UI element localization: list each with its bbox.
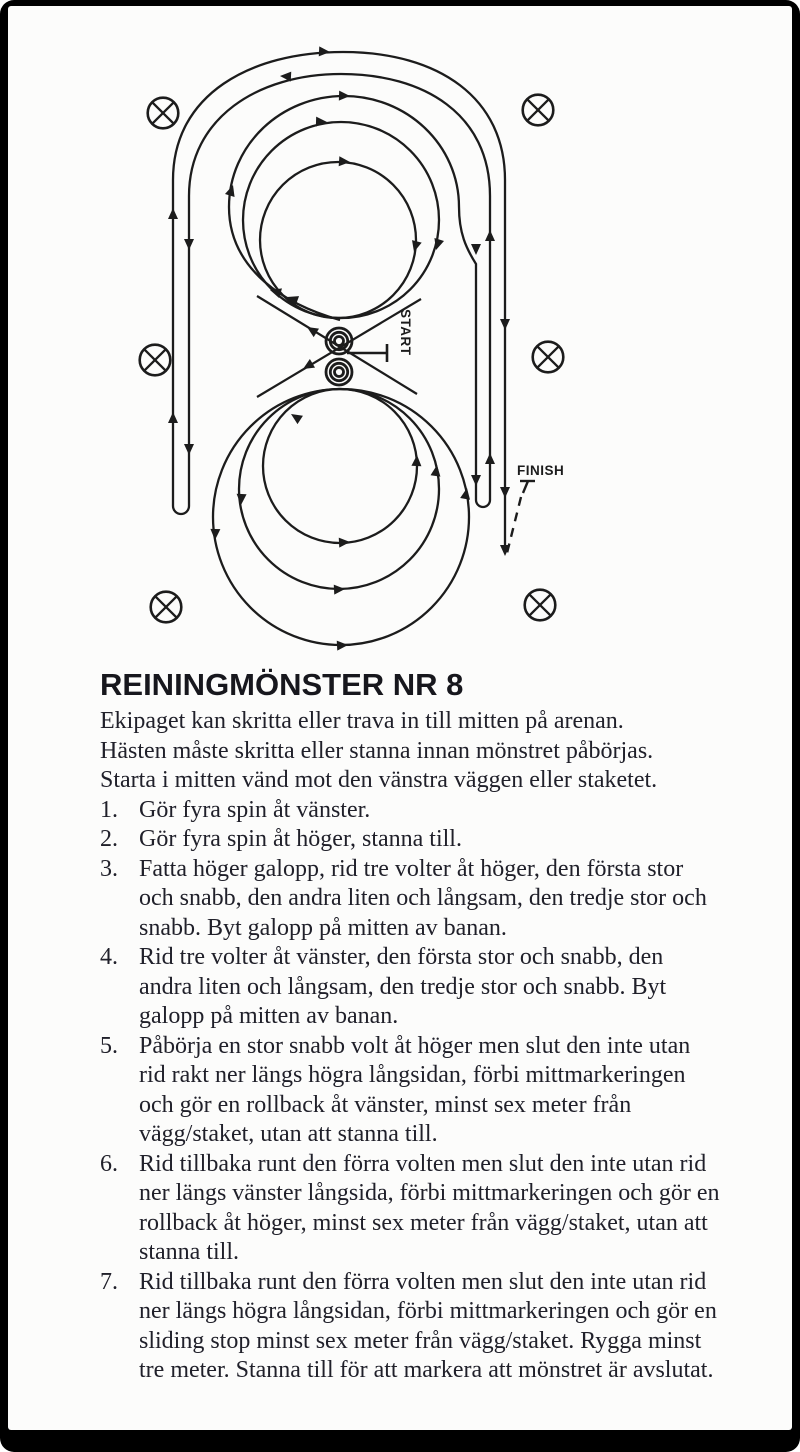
document-page <box>8 6 792 1430</box>
direction-arrow-icon <box>288 410 303 424</box>
direction-arrow-icon <box>339 156 351 167</box>
direction-arrow-icon <box>339 537 351 548</box>
instruction-number: 5. <box>100 1032 118 1059</box>
direction-arrow-icon <box>316 117 327 127</box>
instruction-item <box>100 796 720 826</box>
intro-line: Ekipaget kan skritta eller trava in till mitten på arenan. <box>100 708 624 734</box>
direction-arrow-icon <box>485 230 495 241</box>
direction-arrow-icon <box>471 475 481 486</box>
direction-arrow-icon <box>300 359 315 373</box>
instruction-text: Rid tillbaka runt den förra volten men slut den inte utan rid ner längs högra långsidan, förbi mittmarkeringen och gör en sliding stop minst sex meter från vägg/staket. Rygga minst tre meter. Stanna till för att markera att mönstret är avslutat. <box>139 1268 717 1383</box>
direction-arrow-icon <box>304 323 319 337</box>
instruction-item <box>100 943 720 1032</box>
instruction-number: 2. <box>100 826 118 852</box>
volte-circle <box>239 389 439 589</box>
finish-label: FINISH <box>517 463 565 478</box>
direction-arrow-icon <box>334 584 346 595</box>
instruction-text: Fatta höger galopp, rid tre volter åt höger, den första stor och snabb, den andra liten och långsam, den tredje stor och snabb. Byt galopp på mitten av banan. <box>139 855 707 941</box>
instruction-item <box>100 855 720 944</box>
instruction-list <box>100 796 720 1386</box>
intro-paragraph <box>100 707 720 796</box>
instruction-number: 4. <box>100 944 118 970</box>
direction-arrow-icon <box>500 487 510 498</box>
instruction-text: Rid tre volter åt vänster, den första stor och snabb, den andra liten och långsam, den tredje stor och snabb. Byt galopp på mitten av banan. <box>139 944 667 1029</box>
direction-arrow-icon <box>431 238 444 251</box>
right-rollback-path <box>229 96 490 507</box>
instruction-number: 3. <box>100 855 118 882</box>
direction-arrow-icon <box>236 494 247 506</box>
intro-line: Hästen måste skritta eller stanna innan mönstret påbörjas. <box>100 737 654 764</box>
instruction-item <box>100 825 720 855</box>
instruction-text: Rid tillbaka runt den förra volten men slut den inte utan rid ner längs vänster långsida, förbi mittmarkeringen och gör en rollback åt höger, minst sex meter från vägg/staket, utan att stanna till. <box>139 1150 720 1265</box>
direction-arrow-icon <box>471 244 481 255</box>
direction-arrow-icon <box>168 412 178 423</box>
direction-arrow-icon <box>319 46 331 57</box>
volte-circle <box>263 389 417 543</box>
instruction-text: Gör fyra spin åt höger, stanna till. <box>139 826 462 852</box>
direction-arrow-icon <box>184 444 194 455</box>
direction-arrow-icon <box>184 239 194 250</box>
instruction-number: 6. <box>100 1150 118 1177</box>
finish-t-bar <box>523 481 528 493</box>
direction-arrow-icon <box>168 208 178 219</box>
instruction-text: Påbörja en stor snabb volt åt höger men slut den inte utan rid rakt ner längs högra långsidan, förbi mittmarkeringen och gör en rollback åt vänster, minst sex meter från vägg/staket, utan att stanna till. <box>139 1032 691 1147</box>
intro-line: Starta i mitten vänd mot den vänstra väggen eller staketet. <box>100 767 658 793</box>
instruction-item <box>100 1268 720 1386</box>
spin-symbol <box>335 337 344 346</box>
direction-arrow-icon <box>485 453 495 464</box>
instruction-item <box>100 1150 720 1268</box>
instruction-number: 7. <box>100 1268 118 1295</box>
finish-dashed-line <box>507 497 521 553</box>
spin-symbol <box>330 363 347 380</box>
pattern-description <box>100 668 720 1386</box>
instruction-item <box>100 1032 720 1150</box>
page-title: REININGMÖNSTER NR 8 <box>100 667 464 702</box>
volte-circle <box>213 389 469 645</box>
reining-pattern-diagram <box>8 6 792 666</box>
spin-symbol <box>335 368 344 377</box>
instruction-number: 1. <box>100 796 118 823</box>
direction-arrow-icon <box>339 91 350 101</box>
direction-arrow-icon <box>411 455 422 467</box>
direction-arrow-icon <box>210 529 220 540</box>
direction-arrow-icon <box>500 319 510 330</box>
outer-loop-path <box>173 52 505 549</box>
instruction-text: Gör fyra spin åt vänster. <box>139 796 371 823</box>
start-label: START <box>398 309 413 356</box>
direction-arrow-icon <box>337 640 349 651</box>
